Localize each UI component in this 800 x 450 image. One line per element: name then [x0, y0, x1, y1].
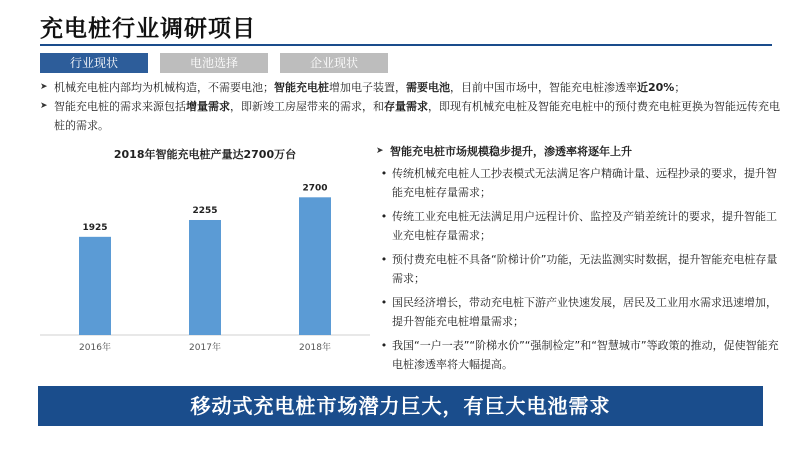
bullet-dot-icon: •	[380, 339, 388, 352]
list-item	[376, 336, 781, 374]
list-item	[376, 207, 781, 245]
list-item	[376, 293, 781, 331]
text-segment: 增加电子装置，	[329, 81, 406, 94]
bar	[299, 197, 331, 335]
market-heading	[376, 142, 781, 161]
text-segment: 机械充电桩内部均为机械构造，不需要电池；	[54, 81, 274, 94]
title-divider	[40, 44, 772, 46]
list-item	[376, 250, 781, 288]
text-segment-bold: 近20%	[637, 81, 675, 94]
list-item-text: 传统机械充电桩人工抄表模式无法满足客户精确计量、远程抄录的要求，提升智能充电桩存量需求；	[392, 167, 777, 199]
market-analysis	[376, 142, 781, 379]
text-segment-bold: 需要电池	[406, 81, 450, 94]
bullet-dot-icon: •	[380, 253, 388, 266]
bullet-dot-icon: •	[380, 167, 388, 180]
x-tick-label: 2017年	[189, 343, 221, 353]
conclusion-banner: 移动式充电桩市场潜力巨大，有巨大电池需求	[38, 386, 763, 426]
x-tick-label: 2016年	[79, 343, 111, 353]
x-tick-label: 2018年	[299, 343, 331, 353]
bullet-dot-icon: •	[380, 210, 388, 223]
text-segment: ，即新竣工房屋带来的需求，和	[230, 100, 384, 113]
text-segment-bold: 智能充电桩	[274, 81, 329, 94]
bullet-1-text	[54, 78, 780, 97]
list-item-text: 传统工业充电桩无法满足用户远程计价、监控及产销差统计的要求，提升智能工业充电桩存量需求；	[392, 210, 777, 242]
bar-chart	[40, 162, 370, 362]
data-label: 2255	[192, 205, 218, 216]
bullet-2-text	[54, 97, 780, 135]
list-item	[376, 164, 781, 202]
data-label: 2700	[302, 183, 328, 194]
data-label: 1925	[82, 222, 108, 233]
bar	[189, 220, 221, 335]
list-item-text: 国民经济增长，带动充电桩下游产业快速发展，居民及工业用水需求迅速增加，提升智能充电桩增量需求；	[392, 296, 777, 328]
text-segment: ，目前中国市场中，智能充电桩渗透率	[450, 81, 637, 94]
chart-title: 2018年智能充电桩产量达2700万台	[113, 148, 297, 161]
text-segment: 智能充电桩的需求来源包括	[54, 100, 186, 113]
text-segment: ，即现有机械充电桩及智能充电桩中的预付费充电桩更换为智能远传充电桩的需求。	[54, 100, 780, 132]
intro-bullets	[40, 78, 780, 135]
bullet-2	[40, 97, 780, 135]
market-heading-text: 智能充电桩市场规模稳步提升，渗透率将逐年上升	[390, 145, 632, 158]
bullet-dot-icon: •	[380, 296, 388, 309]
list-item-text: 预付费充电桩不具备“阶梯计价”功能，无法监测实时数据，提升智能充电桩存量需求；	[392, 253, 778, 285]
tab-company-status[interactable]: 企业现状	[280, 53, 388, 73]
arrow-icon: ➤	[376, 146, 384, 156]
list-item-text: 我国“一户一表”“阶梯水价”“强制检定”和“智慧城市”等政策的推动，促使智能充电桩渗透率将大幅提高。	[392, 339, 779, 371]
text-segment-bold: 存量需求	[384, 100, 428, 113]
arrow-icon: ➤	[40, 101, 48, 111]
text-segment-bold: 增量需求	[186, 100, 230, 113]
text-segment: ；	[674, 81, 686, 94]
tab-bar	[40, 53, 388, 73]
tab-battery-selection[interactable]: 电池选择	[160, 53, 268, 73]
arrow-icon: ➤	[40, 82, 48, 92]
bullet-1	[40, 78, 780, 97]
tab-industry-status[interactable]: 行业现状	[40, 53, 148, 73]
bar	[79, 237, 111, 335]
page-title: 充电桩行业调研项目	[40, 16, 256, 42]
